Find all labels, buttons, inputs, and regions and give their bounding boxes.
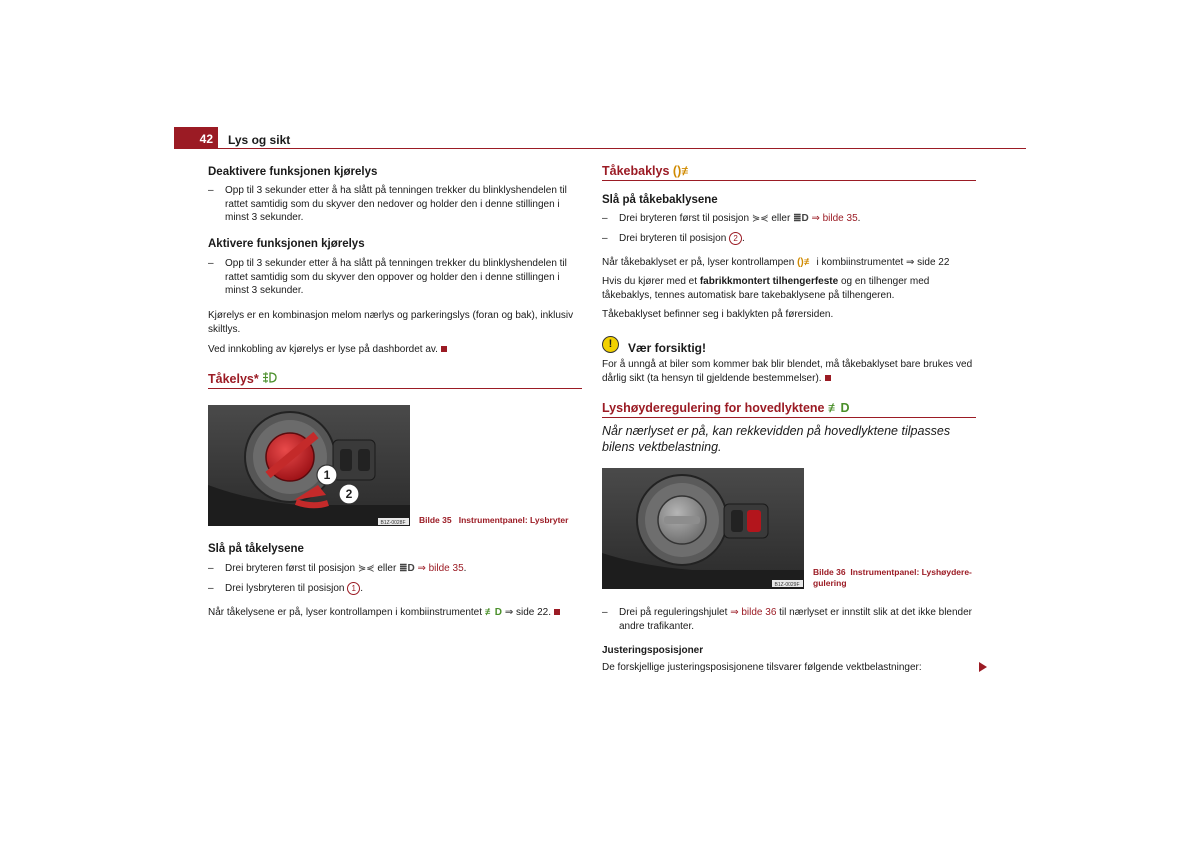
warning-icon: ! xyxy=(602,336,619,353)
list-item: – Opp til 3 sekunder etter å ha slått på tenningen trekker du blinklyshendelen til rattet samtidig som du skyver den nedover og holder den i denne stillingen i minst 3 sekunder. xyxy=(208,185,567,223)
next-page-arrow-icon[interactable] xyxy=(979,662,987,672)
figure-headlight-range xyxy=(602,468,804,589)
svg-text:2: 2 xyxy=(345,487,353,501)
intro-text: Når nærlyset er på, kan rekkevidden på hovedlyktene tilpasses bilens vektbelastning. xyxy=(602,424,951,454)
paragraph: Hvis du kjører med et fabrikkmontert tilhengerfeste og en tilhenger med tåkebaklys, tennes automatisk bare takebaklysene på tilhengeren. xyxy=(602,276,930,301)
heading-turn-on-fog-lights: Slå på tåkelysene xyxy=(208,543,304,555)
paragraph: Når tåkelysene er på, lyser kontrollampen i kombiinstrumentet ≢D ⇒ side 22. xyxy=(208,606,584,620)
dipped-beam-icon: ≣D xyxy=(793,213,809,224)
list-item: – Drei bryteren først til posisjon ⋟⋞ eller ≣D ⇒ bilde 35. xyxy=(208,563,467,574)
rear-fog-indicator-icon: ()≢ xyxy=(797,257,814,268)
section-headlight-range: Lyshøyderegulering for hovedlyktene ≢D xyxy=(602,401,976,418)
paragraph: Ved innkobling av kjørelys er lyse på dashbordet av. xyxy=(208,343,584,357)
list-item: – Drei bryteren først til posisjon ⋟⋞ eller ≣D ⇒ bilde 35. xyxy=(602,213,861,224)
end-marker xyxy=(825,375,831,381)
figure-code: B1Z-0028F xyxy=(380,520,406,526)
figure-caption: Bilde 36 Instrumentpanel: Lyshøydere- gulering xyxy=(813,567,972,588)
page-number: 42 xyxy=(174,127,218,149)
fog-light-icon xyxy=(262,371,278,384)
list-item: – Drei lysbryteren til posisjon 1 . xyxy=(208,583,364,595)
heading-adjustment-positions: Justeringsposisjoner xyxy=(602,645,704,656)
figure-code: B1Z-0029F xyxy=(774,582,800,588)
heading-deactivate-drl: Deaktivere funksjonen kjørelys xyxy=(208,166,378,178)
list-item: – Opp til 3 sekunder etter å ha slått på tenningen trekker du blinklyshendelen til rattet samtidig som du skyver den oppover og holder den i denne stillingen i minst 3 sekunder. xyxy=(208,258,567,296)
paragraph: Tåkebaklyset befinner seg i baklykten på førersiden. xyxy=(602,309,834,320)
light-switch-illustration xyxy=(208,405,410,526)
paragraph: De forskjellige justeringsposisjonene tilsvarer følgende vektbelastninger: xyxy=(602,662,922,673)
parking-light-icon: ⋟⋞ xyxy=(357,563,375,574)
paragraph: Kjørelys er en kombinasjon melom nærlys og parkeringslys (foran og bak), inklusiv skiltlys. xyxy=(208,310,574,335)
warning-title: Vær forsiktig! xyxy=(628,341,707,355)
list-item: – Drei på reguleringshjulet ⇒ bilde 36 til nærlyset er innstilt slik at det ikke blender andre trafikanter. xyxy=(602,607,973,632)
paragraph: Når tåkebaklyset er på, lyser kontrollampen ()≢ i kombiinstrumentet ⇒ side 22 xyxy=(602,257,950,268)
header-rule xyxy=(174,127,1026,149)
position-marker: 2 xyxy=(729,232,742,245)
figure-link[interactable]: ⇒ bilde 35 xyxy=(417,563,464,574)
headlight-range-icon: ≢D xyxy=(828,401,850,415)
parking-light-icon: ⋟⋞ xyxy=(751,213,769,224)
section-rear-fog-light: Tåkebaklys ()≢ xyxy=(602,164,976,181)
end-marker xyxy=(554,609,560,615)
figure-link[interactable]: ⇒ bilde 35 xyxy=(811,213,858,224)
fog-light-indicator-icon: ≢D xyxy=(484,607,503,618)
heading-activate-drl: Aktivere funksjonen kjørelys xyxy=(208,238,365,250)
dipped-beam-icon: ≣D xyxy=(399,563,415,574)
rear-fog-light-icon: ()≢ xyxy=(672,164,694,178)
heading-turn-on-rear-fog: Slå på tåkebaklysene xyxy=(602,194,718,206)
warning-text: For å unngå at biler som kommer bak blir blendet, må tåkebaklyset bare brukes ved dårlig sikt (ta hensyn til gjeldende bestemmelser). xyxy=(602,359,973,384)
figure-light-switch xyxy=(208,405,410,526)
headlight-range-illustration xyxy=(602,468,804,589)
page-title: Lys og sikt xyxy=(228,133,291,147)
svg-text:1: 1 xyxy=(323,468,331,482)
end-marker xyxy=(441,346,447,352)
figure-link[interactable]: ⇒ bilde 36 xyxy=(730,607,777,618)
section-fog-lights: Tåkelys* xyxy=(208,371,582,389)
position-marker: 1 xyxy=(347,582,360,595)
figure-caption: Bilde 35 Instrumentpanel: Lysbryter xyxy=(419,515,569,525)
list-item: – Drei bryteren til posisjon 2 . xyxy=(602,233,745,245)
